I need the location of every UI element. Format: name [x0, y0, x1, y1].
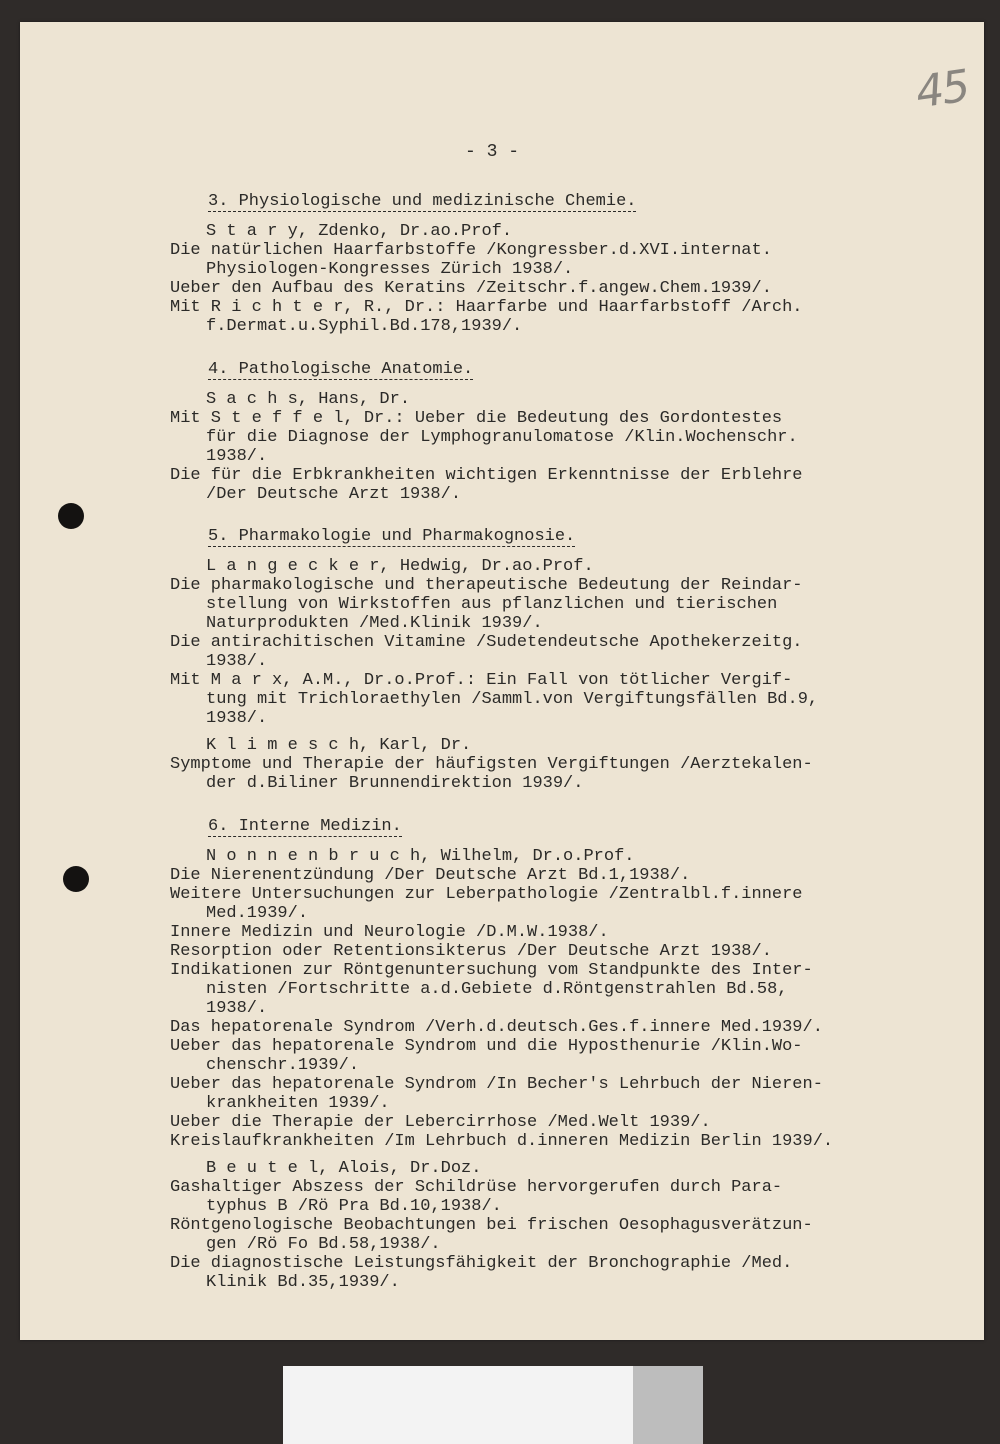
punch-hole	[63, 866, 89, 892]
entry-line: Mit R i c h t e r, R., Dr.: Haarfarbe und Haarfarbstoff /Arch.	[170, 298, 803, 317]
entry-line-continuation: krankheiten 1939/.	[206, 1094, 390, 1113]
entry-line: Innere Medizin und Neurologie /D.M.W.1938/.	[170, 923, 609, 942]
document-page	[20, 22, 984, 1340]
entry-line-continuation: S t a r y, Zdenko, Dr.ao.Prof.	[206, 222, 513, 241]
section-heading: 5. Pharmakologie und Pharmakognosie.	[208, 527, 576, 546]
entry-line-continuation: B e u t e l, Alois, Dr.Doz.	[206, 1159, 482, 1178]
entry-line-continuation: N o n n e n b r u c h, Wilhelm, Dr.o.Prof.	[206, 847, 635, 866]
entry-line: Die diagnostische Leistungsfähigkeit der Bronchographie /Med.	[170, 1254, 793, 1273]
entry-line-continuation: Naturprodukten /Med.Klinik 1939/.	[206, 614, 543, 633]
entry-line-continuation: stellung von Wirkstoffen aus pflanzlichen und tierischen	[206, 595, 778, 614]
entry-line: Mit S t e f f e l, Dr.: Ueber die Bedeutung des Gordontestes	[170, 409, 783, 428]
entry-line: Die für die Erbkrankheiten wichtigen Erkenntnisse der Erblehre	[170, 466, 803, 485]
entry-line-continuation: 1938/.	[206, 447, 268, 466]
entry-line: Kreislaufkrankheiten /Im Lehrbuch d.inneren Medizin Berlin 1939/.	[170, 1132, 834, 1151]
entry-line: Indikationen zur Röntgenuntersuchung vom Standpunkte des Inter-	[170, 961, 813, 980]
entry-line: Resorption oder Retentionsikterus /Der Deutsche Arzt 1938/.	[170, 942, 772, 961]
entry-line-continuation: chenschr.1939/.	[206, 1056, 360, 1075]
entry-line: Das hepatorenale Syndrom /Verh.d.deutsch.Ges.f.innere Med.1939/.	[170, 1018, 823, 1037]
entry-line: Ueber das hepatorenale Syndrom /In Becher's Lehrbuch der Nieren-	[170, 1075, 823, 1094]
entry-line-continuation: K l i m e s c h, Karl, Dr.	[206, 736, 472, 755]
entry-line: Weitere Untersuchungen zur Leberpathologie /Zentralbl.f.innere	[170, 885, 803, 904]
entry-line-continuation: Med.1939/.	[206, 904, 309, 923]
entry-line: Die antirachitischen Vitamine /Sudetendeutsche Apothekerzeitg.	[170, 633, 803, 652]
entry-line-continuation: für die Diagnose der Lymphogranulomatose /Klin.Wochenschr.	[206, 428, 798, 447]
entry-line-continuation: 1938/.	[206, 709, 268, 728]
entry-line-continuation: f.Dermat.u.Syphil.Bd.178,1939/.	[206, 317, 523, 336]
entry-line-continuation: Physiologen-Kongresses Zürich 1938/.	[206, 260, 574, 279]
entry-line: Die pharmakologische und therapeutische Bedeutung der Reindar-	[170, 576, 803, 595]
entry-line: Gashaltiger Abszess der Schildrüse hervorgerufen durch Para-	[170, 1178, 783, 1197]
entry-line: Symptome und Therapie der häufigsten Vergiftungen /Aerztekalen-	[170, 755, 813, 774]
section-heading: 4. Pathologische Anatomie.	[208, 360, 474, 379]
entry-line-continuation: S a c h s, Hans, Dr.	[206, 390, 411, 409]
entry-line-continuation: tung mit Trichloraethylen /Samml.von Vergiftungsfällen Bd.9,	[206, 690, 819, 709]
entry-line: Ueber den Aufbau des Keratins /Zeitschr.f.angew.Chem.1939/.	[170, 279, 772, 298]
page-number: - 3 -	[465, 142, 520, 162]
paper-slip-shadow	[633, 1366, 703, 1444]
entry-line-continuation: Klinik Bd.35,1939/.	[206, 1273, 400, 1292]
entry-line-continuation: nisten /Fortschritte a.d.Gebiete d.Röntgenstrahlen Bd.58,	[206, 980, 788, 999]
entry-line-continuation: typhus B /Rö Pra Bd.10,1938/.	[206, 1197, 502, 1216]
entry-line-continuation: /Der Deutsche Arzt 1938/.	[206, 485, 462, 504]
entry-line-continuation: L a n g e c k e r, Hedwig, Dr.ao.Prof.	[206, 557, 594, 576]
entry-line-continuation: der d.Biliner Brunnendirektion 1939/.	[206, 774, 584, 793]
section-heading: 3. Physiologische und medizinische Chemie.	[208, 192, 637, 211]
entry-line: Mit M a r x, A.M., Dr.o.Prof.: Ein Fall von tötlicher Vergif-	[170, 671, 793, 690]
entry-line-continuation: 1938/.	[206, 652, 268, 671]
entry-line: Ueber das hepatorenale Syndrom und die Hyposthenurie /Klin.Wo-	[170, 1037, 803, 1056]
paper-slip	[283, 1366, 633, 1444]
section-heading: 6. Interne Medizin.	[208, 817, 402, 836]
entry-line: Die Nierenentzündung /Der Deutsche Arzt Bd.1,1938/.	[170, 866, 691, 885]
entry-line: Die natürlichen Haarfarbstoffe /Kongressber.d.XVI.internat.	[170, 241, 772, 260]
entry-line-continuation: 1938/.	[206, 999, 268, 1018]
entry-line: Röntgenologische Beobachtungen bei frischen Oesophagusverätzun-	[170, 1216, 813, 1235]
handwritten-folio-number: 45	[912, 60, 972, 119]
punch-hole	[58, 503, 84, 529]
entry-line-continuation: gen /Rö Fo Bd.58,1938/.	[206, 1235, 441, 1254]
entry-line: Ueber die Therapie der Lebercirrhose /Med.Welt 1939/.	[170, 1113, 711, 1132]
